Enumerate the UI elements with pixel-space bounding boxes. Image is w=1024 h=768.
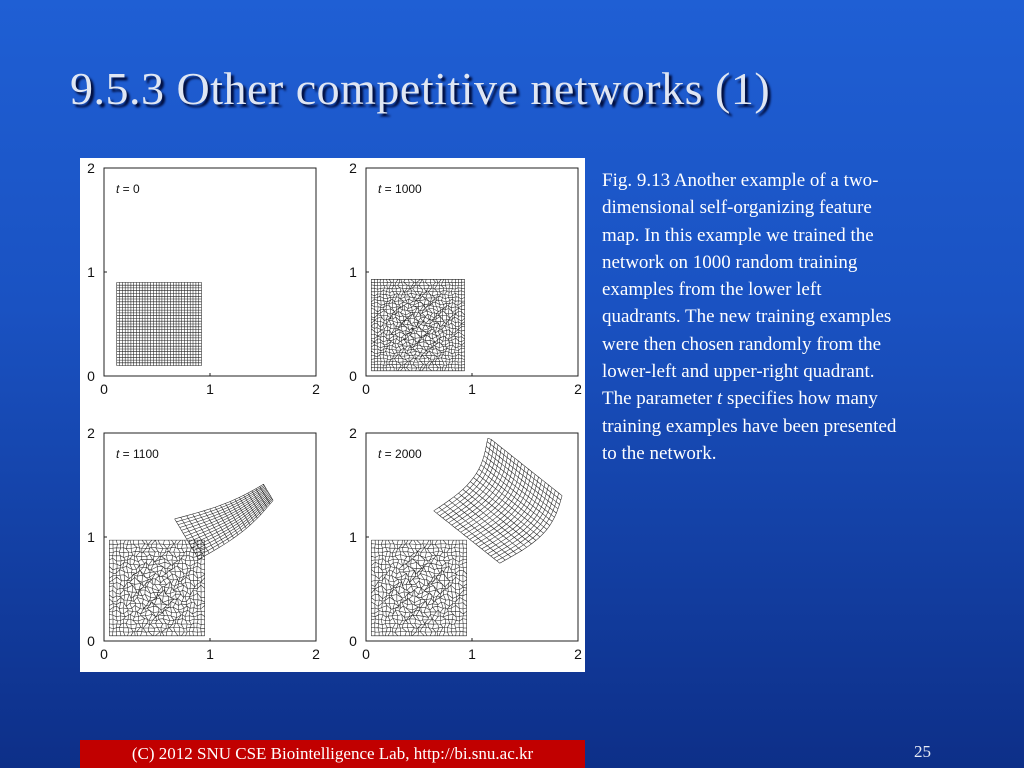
panel-label: t = 1000: [378, 182, 422, 196]
som-mesh: [117, 282, 202, 365]
y-tick-label: 0: [349, 368, 357, 384]
x-tick-label: 2: [574, 381, 582, 397]
x-tick-label: 1: [206, 646, 214, 662]
y-tick-label: 1: [349, 529, 357, 545]
y-tick-label: 0: [349, 633, 357, 649]
panel-2: [349, 160, 582, 397]
y-tick-label: 2: [349, 160, 357, 176]
som-figure-svg: [80, 158, 585, 672]
caption-line: map. In this example we trained the: [602, 224, 874, 246]
x-tick-label: 0: [100, 646, 108, 662]
caption-line: The parameter: [602, 388, 717, 410]
som-mesh: [109, 484, 273, 636]
x-tick-label: 2: [574, 646, 582, 662]
y-tick-label: 1: [87, 529, 95, 545]
page-number: 25: [914, 742, 931, 761]
caption-line: to the network.: [602, 442, 717, 464]
figure-caption: [602, 167, 962, 467]
x-tick-label: 1: [468, 381, 476, 397]
x-tick-label: 2: [312, 646, 320, 662]
som-mesh: [371, 279, 464, 371]
caption-line: network on 1000 random training: [602, 251, 858, 273]
x-tick-label: 0: [362, 646, 370, 662]
caption-line: lower-left and upper-right quadrant.: [602, 361, 875, 383]
x-tick-label: 2: [312, 381, 320, 397]
panel-1: [87, 160, 320, 397]
x-tick-label: 0: [100, 381, 108, 397]
y-tick-label: 1: [87, 264, 95, 280]
panel-4: [349, 425, 582, 662]
caption-line: quadrants. The new training examples: [602, 306, 892, 328]
x-tick-label: 1: [206, 381, 214, 397]
footer-credit: (C) 2012 SNU CSE Biointelligence Lab, http://bi.snu.ac.kr: [80, 740, 585, 768]
caption-line: dimensional self-organizing feature: [602, 197, 872, 219]
caption-line: were then chosen randomly from the: [602, 333, 882, 355]
panel-3: [87, 425, 320, 662]
x-tick-label: 1: [468, 646, 476, 662]
y-tick-label: 0: [87, 368, 95, 384]
y-tick-label: 1: [349, 264, 357, 280]
y-tick-label: 2: [349, 425, 357, 441]
som-figure: [80, 158, 585, 672]
caption-line: specifies how many: [722, 388, 878, 410]
caption-line: Fig. 9.13 Another example of a two-: [602, 170, 879, 191]
caption-line: training examples have been presented: [602, 415, 897, 437]
caption-line: examples from the lower left: [602, 279, 822, 301]
slide-title: 9.5.3 Other competitive networks (1): [70, 63, 771, 114]
caption-variable-t: t: [716, 388, 723, 410]
panel-label: t = 2000: [378, 447, 422, 461]
y-tick-label: 0: [87, 633, 95, 649]
y-tick-label: 2: [87, 425, 95, 441]
x-tick-label: 0: [362, 381, 370, 397]
som-mesh: [371, 438, 562, 636]
panel-label: t = 0: [116, 182, 140, 196]
panel-label: t = 1100: [116, 447, 159, 461]
y-tick-label: 2: [87, 160, 95, 176]
